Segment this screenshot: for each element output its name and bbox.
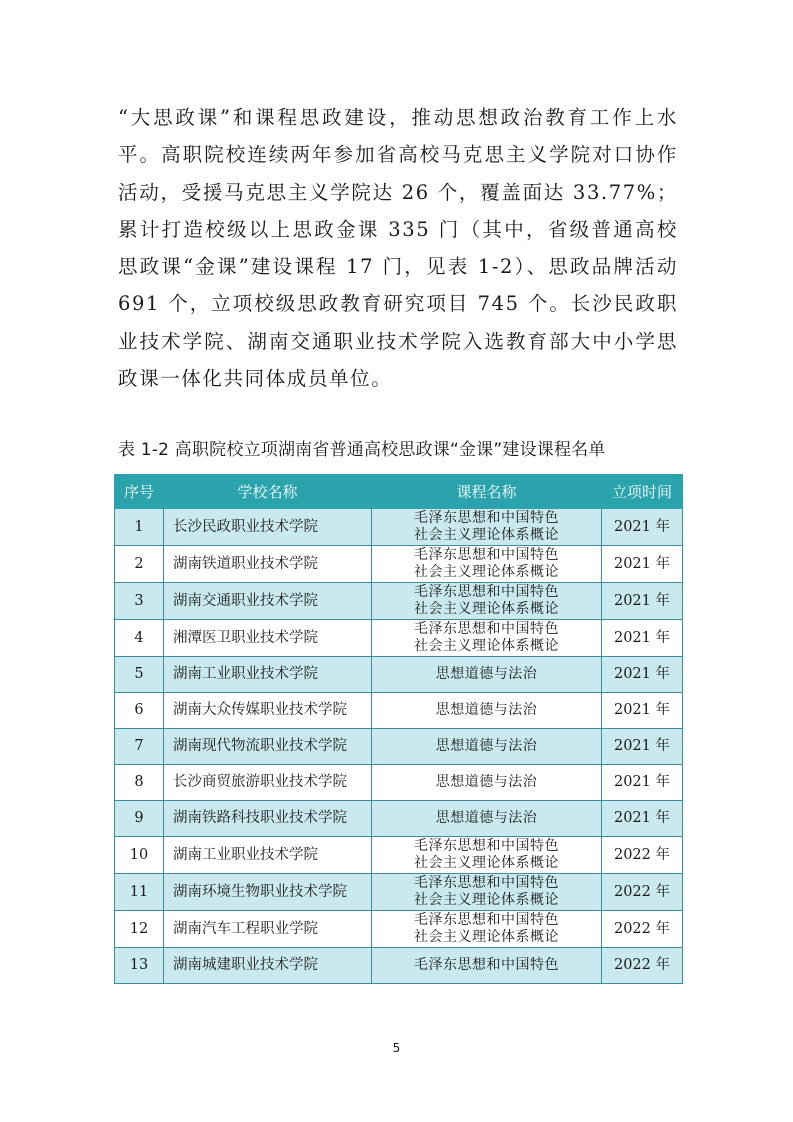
row-number: 5 <box>115 657 164 693</box>
school-name: 湖南大众传媒职业技术学院 <box>164 693 372 729</box>
approval-year: 2021 年 <box>602 765 683 801</box>
table-row <box>115 509 683 546</box>
row-number: 9 <box>115 801 164 837</box>
school-name: 湖南交通职业技术学院 <box>164 583 372 620</box>
course-name-line: 毛泽东思想和中国特色 <box>414 510 559 526</box>
course-name-line: 毛泽东思想和中国特色 <box>414 621 559 637</box>
approval-year: 2021 年 <box>602 583 683 620</box>
approval-year: 2021 年 <box>602 657 683 693</box>
course-name-line: 思想道德与法治 <box>435 666 538 682</box>
school-name: 湖南工业职业技术学院 <box>164 657 372 693</box>
course-name <box>372 874 602 911</box>
header-no: 序号 <box>115 475 164 509</box>
course-name-line: 社会主义理论体系概论 <box>414 527 559 543</box>
school-name: 湖南城建职业技术学院 <box>164 948 372 984</box>
approval-year: 2021 年 <box>602 693 683 729</box>
row-number: 1 <box>115 509 164 546</box>
row-number: 8 <box>115 765 164 801</box>
approval-year: 2021 年 <box>602 620 683 657</box>
table-row <box>115 948 683 984</box>
header-year: 立项时间 <box>602 475 683 509</box>
table-row <box>115 693 683 729</box>
course-name-line: 社会主义理论体系概论 <box>414 601 559 617</box>
course-name <box>372 729 602 765</box>
school-name: 湘潭医卫职业技术学院 <box>164 620 372 657</box>
approval-year: 2022 年 <box>602 911 683 948</box>
header-school: 学校名称 <box>164 475 372 509</box>
table-row <box>115 729 683 765</box>
course-name <box>372 911 602 948</box>
course-name-line: 思想道德与法治 <box>435 738 538 754</box>
course-name-line: 毛泽东思想和中国特色 <box>414 912 559 928</box>
table-row <box>115 911 683 948</box>
approval-year: 2021 年 <box>602 801 683 837</box>
school-name: 湖南环境生物职业技术学院 <box>164 874 372 911</box>
school-name: 长沙商贸旅游职业技术学院 <box>164 765 372 801</box>
table-header <box>115 475 683 509</box>
school-name: 湖南工业职业技术学院 <box>164 837 372 874</box>
school-name: 长沙民政职业技术学院 <box>164 509 372 546</box>
course-name <box>372 620 602 657</box>
course-name <box>372 657 602 693</box>
school-name: 湖南铁路科技职业技术学院 <box>164 801 372 837</box>
header-course: 课程名称 <box>372 475 602 509</box>
table-body <box>115 509 683 984</box>
course-name-line: 思想道德与法治 <box>435 774 538 790</box>
approval-year: 2021 年 <box>602 729 683 765</box>
course-name-line: 毛泽东思想和中国特色 <box>414 875 559 891</box>
course-name-line: 毛泽东思想和中国特色 <box>414 957 559 973</box>
course-name-line: 思想道德与法治 <box>435 702 538 718</box>
row-number: 3 <box>115 583 164 620</box>
course-name-line: 社会主义理论体系概论 <box>414 855 559 871</box>
course-name <box>372 583 602 620</box>
school-name: 湖南汽车工程职业学院 <box>164 911 372 948</box>
table-row <box>115 874 683 911</box>
table-caption: 表 1-2 高职院校立项湖南省普通高校思政课“金课”建设课程名单 <box>118 440 606 460</box>
course-name <box>372 546 602 583</box>
approval-year: 2022 年 <box>602 837 683 874</box>
course-name-line: 毛泽东思想和中国特色 <box>414 584 559 600</box>
school-name: 湖南铁道职业技术学院 <box>164 546 372 583</box>
approval-year: 2021 年 <box>602 509 683 546</box>
course-name <box>372 693 602 729</box>
row-number: 2 <box>115 546 164 583</box>
course-name <box>372 509 602 546</box>
approval-year: 2021 年 <box>602 546 683 583</box>
course-name <box>372 765 602 801</box>
course-name <box>372 801 602 837</box>
row-number: 12 <box>115 911 164 948</box>
table-row <box>115 620 683 657</box>
course-name-line: 毛泽东思想和中国特色 <box>414 547 559 563</box>
body-paragraph: “大思政课”和课程思政建设，推动思想政治教育工作上水平。高职院校连续两年参加省高校马克思主义学院对口协作活动，受援马克思主义学院达 26 个，覆盖面达 33.77%；累计打造校级以上思政金课 335 门（其中，省级普通高校思政课“金课”建设课程 17 门，见表 1-2）、思政品牌活动 691 个，立项校级思政教育研究项目 745 个。长沙民政职业技术学院、湖南交通职业技术学院入选教育部大中小学思政课一体化共同体成员单位。 <box>118 106 678 391</box>
row-number: 10 <box>115 837 164 874</box>
school-name: 湖南现代物流职业技术学院 <box>164 729 372 765</box>
course-name-line: 社会主义理论体系概论 <box>414 638 559 654</box>
course-name-line: 毛泽东思想和中国特色 <box>414 838 559 854</box>
approval-year: 2022 年 <box>602 874 683 911</box>
course-name-line: 社会主义理论体系概论 <box>414 564 559 580</box>
row-number: 13 <box>115 948 164 984</box>
course-name-line: 社会主义理论体系概论 <box>414 929 559 945</box>
course-name <box>372 837 602 874</box>
row-number: 4 <box>115 620 164 657</box>
approval-year: 2022 年 <box>602 948 683 984</box>
table-row <box>115 583 683 620</box>
course-name-line: 思想道德与法治 <box>435 810 538 826</box>
table-row <box>115 765 683 801</box>
course-name-line: 社会主义理论体系概论 <box>414 892 559 908</box>
table-row <box>115 801 683 837</box>
row-number: 7 <box>115 729 164 765</box>
table-row <box>115 657 683 693</box>
course-table <box>114 474 683 984</box>
page-number: 5 <box>392 1041 401 1055</box>
table-row <box>115 837 683 874</box>
course-name <box>372 948 602 984</box>
row-number: 6 <box>115 693 164 729</box>
row-number: 11 <box>115 874 164 911</box>
table-row <box>115 546 683 583</box>
